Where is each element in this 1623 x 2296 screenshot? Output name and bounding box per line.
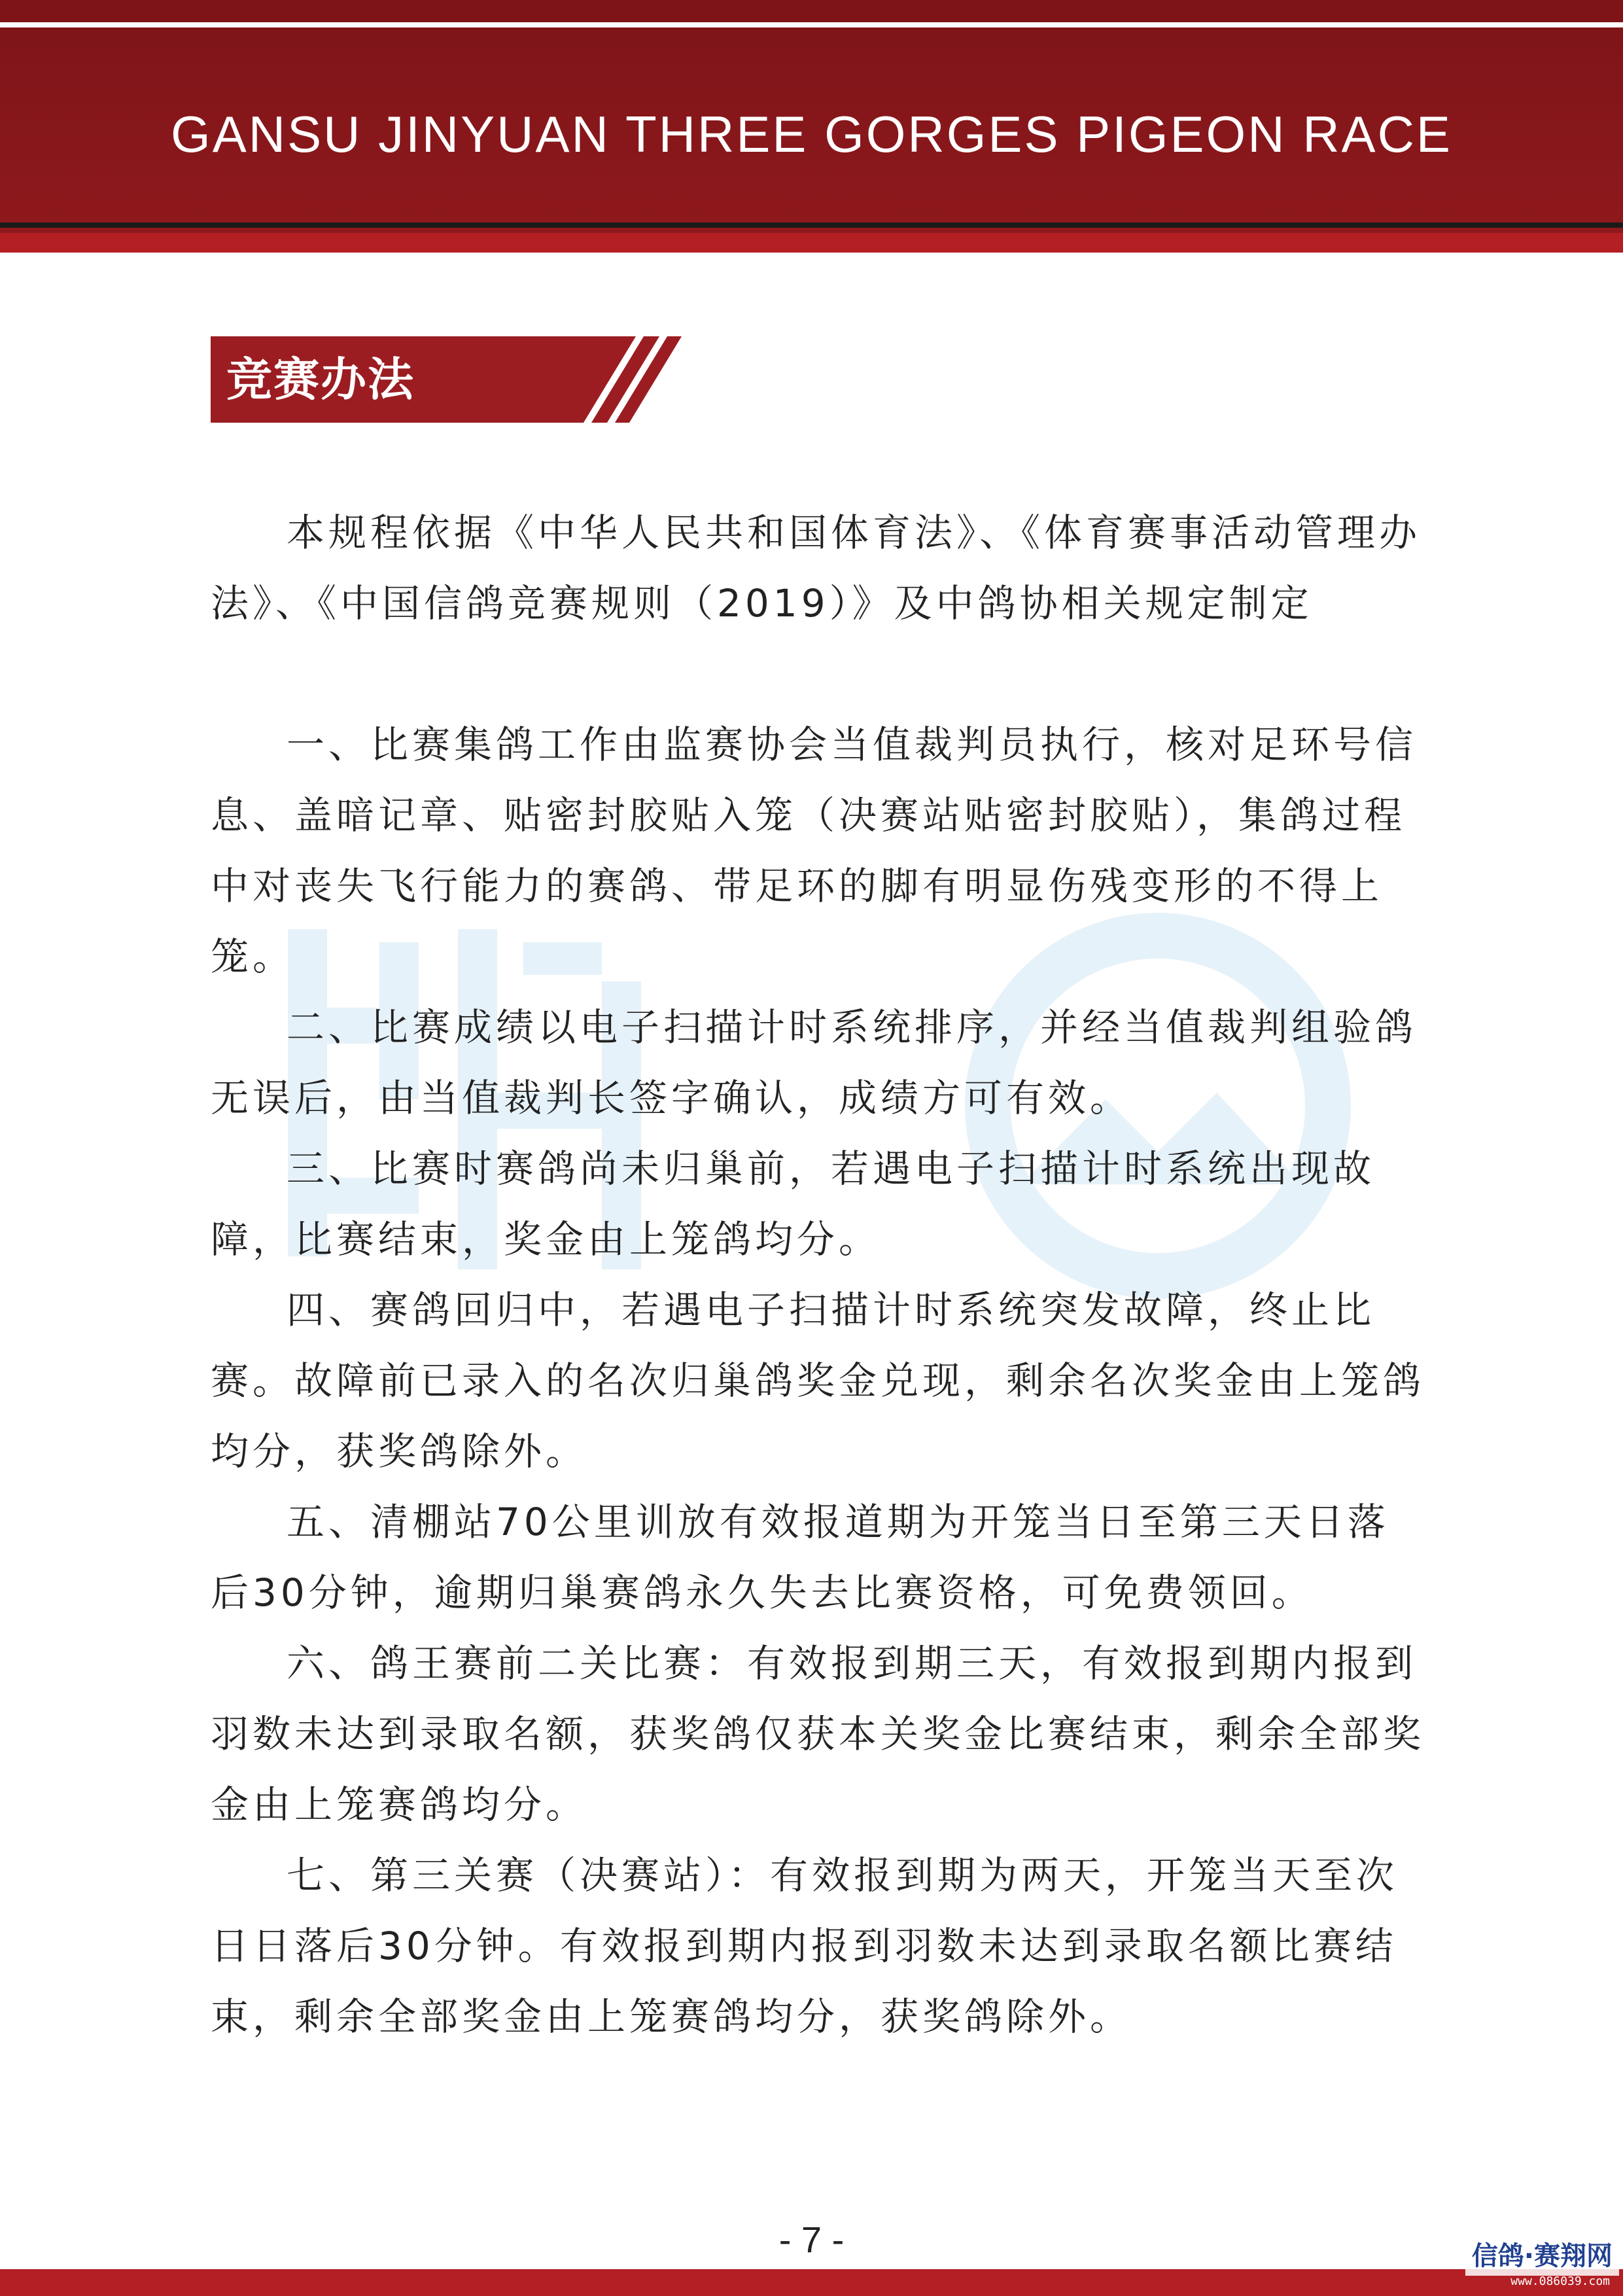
header-title: GANSU JINYUAN THREE GORGES PIGEON RACE (171, 105, 1452, 163)
rule-paragraph: 一、比赛集鸽工作由监赛协会当值裁判员执行，核对足环号信息、盖暗记章、贴密封胶贴入笼（决赛站贴密封胶贴），集鸽过程中对丧失飞行能力的赛鸽、带足环的脚有明显伤残变形的不得上笼。 (211, 722, 1418, 979)
header-band (0, 0, 1623, 233)
body-content (211, 497, 1427, 2052)
header-red-strip (0, 233, 1623, 253)
rule-paragraph: 二、比赛成绩以电子扫描计时系统排序，并经当值裁判组验鸽无误后，由当值裁判长签字确认，成绩方可有效。 (211, 1005, 1418, 1120)
header-top-rule (0, 22, 1623, 27)
footer-band (0, 2269, 1623, 2296)
rule-paragraph: 四、赛鸽回归中，若遇电子扫描计时系统突发故障，终止比赛。故障前已录入的名次归巢鸽奖金兑现，剩余名次奖金由上笼鸽均分，获奖鸽除外。 (211, 1288, 1425, 1474)
header-bottom-rule (0, 222, 1623, 228)
site-watermark: 信鸽·赛翔网 (1465, 2236, 1619, 2276)
intro-paragraph: 本规程依据《中华人民共和国体育法》、《体育赛事活动管理办法》、《中国信鸽竞赛规则（2019）》及中鸽协相关规定制定 (211, 510, 1422, 626)
section-heading-text: 竞赛办法 (226, 353, 415, 406)
rule-paragraph: 五、清棚站70公里训放有效报道期为开笼当日至第三天日落后30分钟，逾期归巢赛鸽永久失去比赛资格，可免费领回。 (211, 1500, 1389, 1615)
rule-paragraph: 六、鸽王赛前二关比赛：有效报到期三天，有效报到期内报到羽数未达到录取名额，获奖鸽仅获本关奖金比赛结束，剩余全部奖金由上笼赛鸽均分。 (211, 1641, 1425, 1827)
rule-paragraph: 七、第三关赛（决赛站）：有效报到期为两天，开笼当天至次日日落后30分钟。有效报到期内报到羽数未达到录取名额比赛结束，剩余全部奖金由上笼赛鸽均分，获奖鸽除外。 (211, 1853, 1399, 2039)
rule-paragraph: 三、比赛时赛鸽尚未归巢前，若遇电子扫描计时系统出现故障，比赛结束，奖金由上笼鸽均分。 (211, 1146, 1376, 1262)
page-number: - 7 - (778, 2219, 845, 2260)
section-heading-ribbon (211, 336, 682, 423)
site-url: www.086039.com (1510, 2274, 1610, 2288)
